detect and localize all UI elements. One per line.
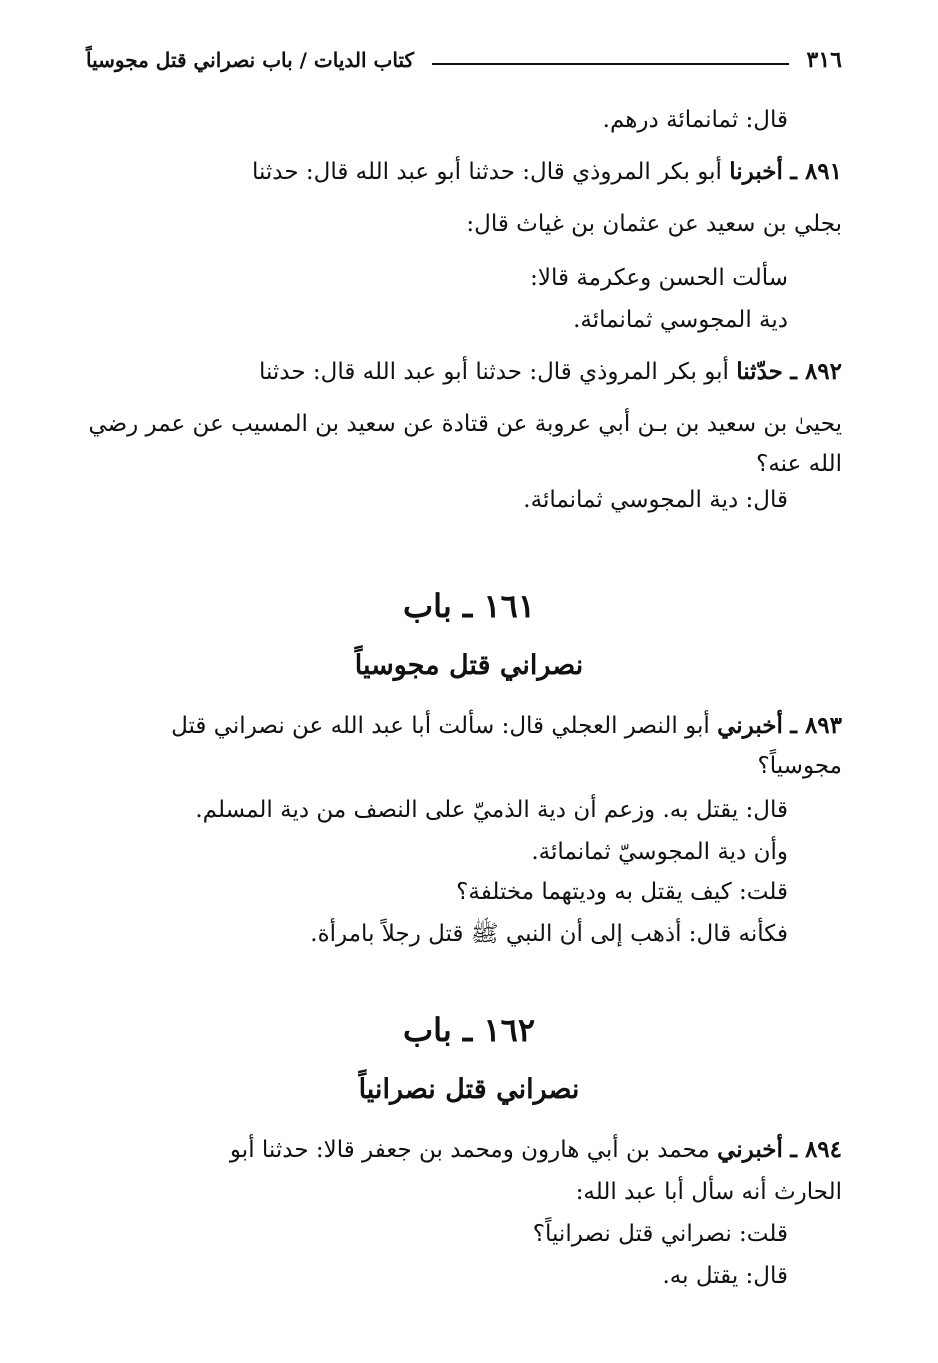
chapter-heading: ١٦٢ ـ باب (403, 1011, 535, 1049)
hadith-number: ٨٩٢ ـ (790, 358, 842, 385)
page-header (86, 42, 842, 78)
text-line: قال: يقتل به. (662, 1263, 788, 1289)
hadith-text: أبو بكر المروذي قال: حدثنا أبو عبد الله قال: حدثنا (258, 359, 729, 385)
hadith-lead: حدّثنا (736, 358, 783, 385)
text-line: دية المجوسي ثمانمائة. (573, 307, 788, 333)
text-line: وأن دية المجوسيّ ثمانمائة. (531, 839, 788, 865)
hadith-891-line2: بجلي بن سعيد عن عثمان بن غياث قال: (466, 211, 842, 237)
hadith-text: أبو النصر العجلي قال: سألت أبا عبد الله عن نصراني قتل (171, 713, 710, 739)
hadith-894-line2: الحارث أنه سأل أبا عبد الله: (575, 1179, 842, 1205)
chapter-title: نصراني قتل نصرانياً (358, 1074, 580, 1105)
hadith-891-line1 (90, 152, 842, 192)
hadith-number: ٨٩٤ ـ (790, 1136, 842, 1163)
hadith-number: ٨٩١ ـ (790, 158, 842, 185)
hadith-lead: أخبرني (717, 712, 783, 739)
running-title: كتاب الديات / باب نصراني قتل مجوسياً (86, 48, 415, 72)
text-line: قال: دية المجوسي ثمانمائة. (523, 487, 788, 513)
text-line: قلت: نصراني قتل نصرانياً؟ (532, 1221, 788, 1247)
hadith-text: أبو بكر المروذي قال: حدثنا أبو عبد الله قال: حدثنا (251, 159, 722, 185)
hadith-892-line3: الله عنه؟ (756, 451, 842, 477)
text-line: قال: ثمانمائة درهم. (602, 107, 788, 133)
hadith-number: ٨٩٣ ـ (790, 712, 842, 739)
hadith-893-line2: مجوسياً؟ (757, 753, 842, 779)
header-rule (432, 63, 789, 65)
hadith-892-line2: يحيىٰ بن سعيد بن بـن أبي عروبة عن قتادة عن سعيد بن المسيب عن عمر رضي (88, 411, 842, 437)
text-line: سألت الحسن وعكرمة قالا: (530, 265, 788, 291)
hadith-893-line1 (90, 706, 842, 746)
chapter-title: نصراني قتل مجوسياً (354, 650, 584, 681)
text-line: قال: يقتل به. وزعم أن دية الذميّ على النصف من دية المسلم. (195, 797, 788, 823)
text-line: فكأنه قال: أذهب إلى أن النبي ﷺ قتل رجلاً بامرأة. (310, 921, 788, 947)
hadith-892-line1 (90, 352, 842, 392)
text-line: قلت: كيف يقتل به وديتهما مختلفة؟ (456, 879, 788, 905)
hadith-lead: أخبرني (717, 1136, 783, 1163)
page-number: ٣١٦ (806, 47, 842, 73)
hadith-text: محمد بن أبي هارون ومحمد بن جعفر قالا: حدثنا أبو (229, 1137, 710, 1163)
hadith-lead: أخبرنا (729, 158, 783, 185)
hadith-894-line1 (90, 1130, 842, 1170)
chapter-heading: ١٦١ ـ باب (403, 587, 535, 625)
